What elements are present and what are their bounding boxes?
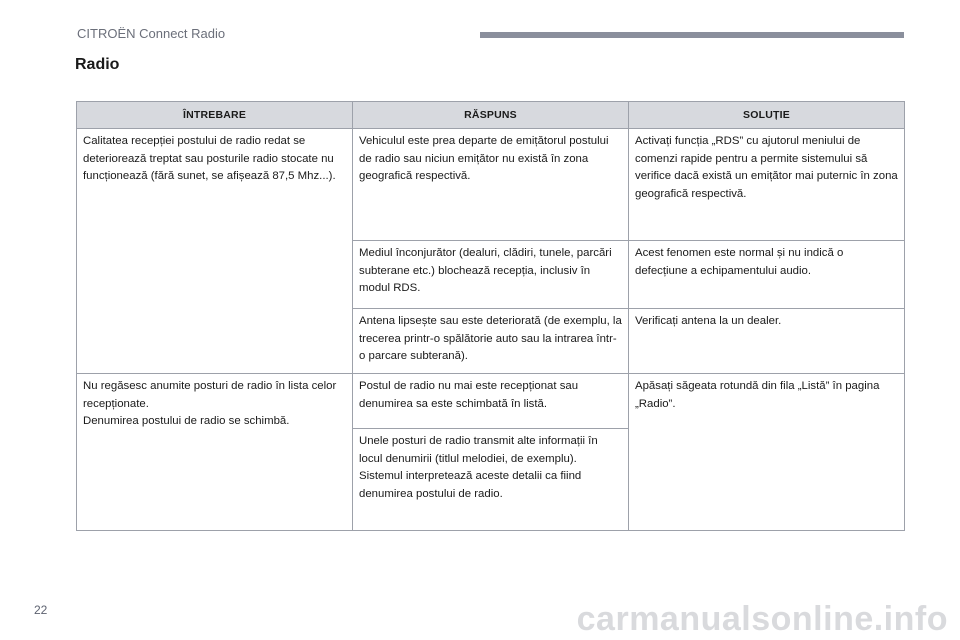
column-header-solution: SOLUȚIE xyxy=(629,102,905,129)
solution-text: Verificați antena la un dealer. xyxy=(635,315,782,327)
running-header-title: CITROËN Connect Radio xyxy=(77,26,226,41)
table-header-row xyxy=(77,102,905,129)
solution-text: Acest fenomen este normal și nu indică o defecțiune a echipamentului audio. xyxy=(635,247,844,277)
header-decorative-bar xyxy=(480,32,904,38)
answer-text: Unele posturi de radio transmit alte informații în locul denumirii (titlul melodiei, de exemplu). Sistemul interpretează aceste detalii ca fiind denumirea postului de radio. xyxy=(359,435,598,500)
answer-text: Postul de radio nu mai este recepționat sau denumirea sa este schimbată în listă. xyxy=(359,380,579,410)
column-header-question: ÎNTREBARE xyxy=(77,102,353,129)
question-text: Nu regăsesc anumite posturi de radio în lista celor recepționate. Denumirea postului de radio se schimbă. xyxy=(83,380,337,427)
question-cell xyxy=(77,129,353,374)
answer-cell xyxy=(353,241,629,309)
answer-text: Mediul înconjurător (dealuri, clădiri, tunele, parcări subterane etc.) blochează recepția, inclusiv în modul RDS. xyxy=(359,247,612,294)
answer-cell xyxy=(353,374,629,429)
answer-cell xyxy=(353,129,629,241)
page-number: 22 xyxy=(34,603,48,617)
solution-cell xyxy=(629,374,905,531)
answer-text: Vehiculul este prea departe de emițătorul postului de radio sau niciun emițător nu există în zona geografică respectivă. xyxy=(359,135,609,182)
question-text: Calitatea recepției postului de radio redat se deteriorează treptat sau posturile radio stocate nu funcționează (fără sunet, se afișează 87,5 Mhz...). xyxy=(83,135,336,182)
solution-cell xyxy=(629,309,905,374)
section-title: Radio xyxy=(75,56,120,73)
table-row xyxy=(77,374,905,429)
column-header-answer: RĂSPUNS xyxy=(353,102,629,129)
answer-text: Antena lipsește sau este deteriorată (de exemplu, la trecerea printr-o spălătorie auto sau la intrarea într-o parcare subterană). xyxy=(359,315,622,362)
faq-table xyxy=(76,101,905,531)
answer-cell xyxy=(353,309,629,374)
solution-text: Apăsați săgeata rotundă din fila „Listă” în pagina „Radio”. xyxy=(635,380,880,410)
answer-cell xyxy=(353,429,629,531)
question-cell xyxy=(77,374,353,531)
solution-cell xyxy=(629,241,905,309)
solution-text: Activați funcția „RDS” cu ajutorul meniului de comenzi rapide pentru a permite sistemului să verifice dacă există un emițător mai puternic în zona geografică respectivă. xyxy=(635,135,898,200)
solution-cell xyxy=(629,129,905,241)
table-row xyxy=(77,129,905,241)
watermark: carmanualsonline.info xyxy=(576,600,948,638)
